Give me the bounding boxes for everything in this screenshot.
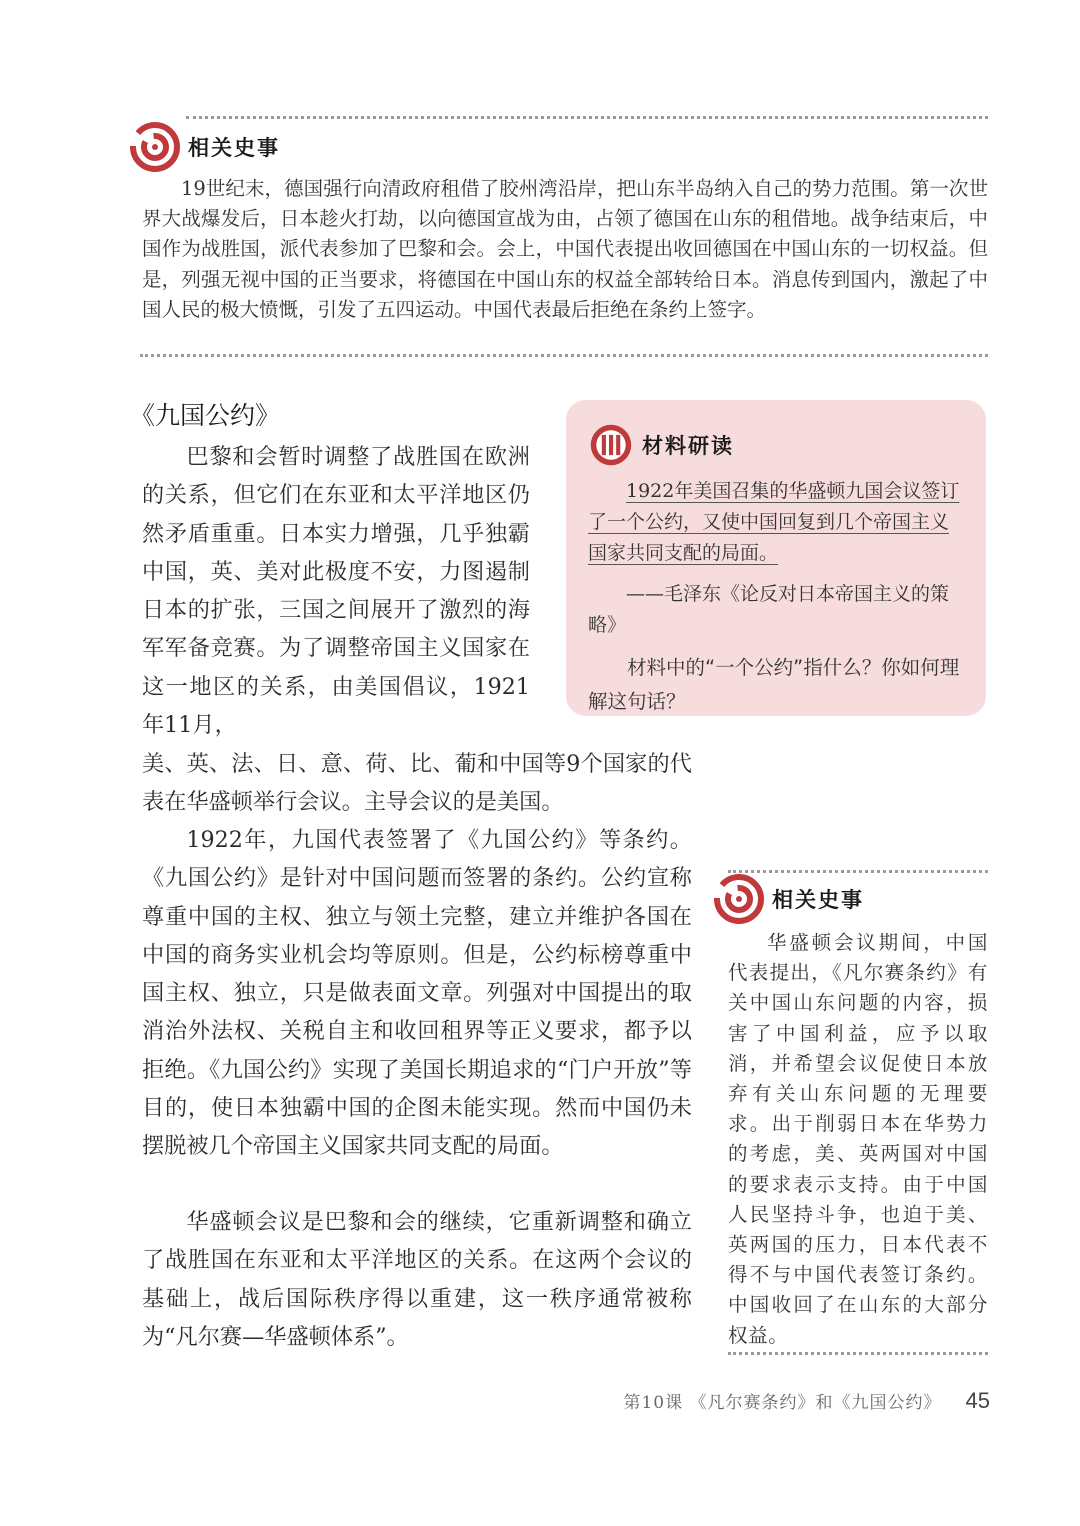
body-paragraph-1-continued: 美、英、法、日、意、荷、比、葡和中国等9个国家的代表在华盛顿举行会议。主导会议的是美国。 — [142, 751, 692, 816]
related-history-side-header — [714, 874, 988, 924]
material-reading-box — [566, 400, 986, 716]
related-history-side-text: 华盛顿会议期间，中国代表提出，《凡尔赛条约》有关中国山东问题的内容，损害了中国利益，应予以取消，并希望会议促使日本放弃有关山东问题的无理要求。出于削弱日本在华势力的考虑，美、英两国对中国的要求表示支持。由于中国人民坚持斗争，也迫于美、英两国的压力，日本代表不得不与中国代表签订条约。中国收回了在山东的大部分权益。 — [728, 931, 988, 1347]
swirl-icon — [714, 874, 764, 924]
divider-middle — [140, 354, 988, 357]
material-quote: 1922年美国召集的华盛顿九国会议签订了一个公约，又使中国回复到几个帝国主义国家共同支配的局面。 — [588, 480, 960, 564]
page-number: 45 — [965, 1388, 990, 1413]
page-footer — [600, 1388, 990, 1414]
body-paragraph-2: 1922年，九国代表签署了《九国公约》等条约。《九国公约》是针对中国问题而签署的条约。公约宣称尊重中国的主权、独立与领土完整，建立并维护各国在中国的商务实业机会均等原则。但是，公约标榜尊重中国主权、独立，只是做表面文章。列强对中国提出的取消治外法权、关税自主和收回租界等正义要求，都予以拒绝。《九国公约》实现了美国长期追求的“门户开放”等目的，使日本独霸中国的企图未能实现。然而中国仍未摆脱被几个帝国主义国家共同支配的局面。 — [142, 827, 692, 1160]
related-history-box-side — [714, 874, 988, 1351]
section-title: 《九国公约》 — [130, 401, 281, 430]
footer-lesson-title: 第10课 《凡尔赛条约》和《九国公约》 — [623, 1393, 942, 1413]
swirl-icon — [130, 122, 180, 172]
related-history-text: 19世纪末，德国强行向清政府租借了胶州湾沿岸，把山东半岛纳入自己的势力范围。第一次世界大战爆发后，日本趁火打劫，以向德国宣战为由，占领了德国在山东的租借地。战争结束后，中国作为战胜国，派代表参加了巴黎和会。会上，中国代表提出收回德国在中国山东的一切权益。但是，列强无视中国的正当要求，将德国在中国山东的权益全部转给日本。消息传到国内，激起了中国人民的极大愤慨，引发了五四运动。中国代表最后拒绝在条约上签字。 — [142, 177, 988, 321]
reading-icon — [588, 422, 634, 468]
divider-side-bottom — [728, 1352, 988, 1355]
material-reading-title: 材料研读 — [642, 434, 734, 458]
divider-top — [186, 116, 988, 119]
body-paragraph-1: 巴黎和会暂时调整了战胜国在欧洲的关系，但它们在东亚和太平洋地区仍然矛盾重重。日本实力增强，几乎独霸中国，英、美对此极度不安，力图遏制日本的扩张，三国之间展开了激烈的海军军备竞赛。为了调整帝国主义国家在这一地区的关系，由美国倡议，1921年11月， — [142, 444, 530, 739]
material-question: 材料中的“一个公约”指什么？你如何理解这句话？ — [588, 656, 960, 713]
related-history-title: 相关史事 — [188, 136, 280, 160]
divider-side-top — [728, 870, 988, 873]
material-reading-header — [588, 422, 964, 468]
related-history-header — [130, 122, 988, 172]
material-source: ——毛泽东《论反对日本帝国主义的策略》 — [588, 583, 950, 636]
body-paragraph-3: 华盛顿会议是巴黎和会的继续，它重新调整和确立了战胜国在东亚和太平洋地区的关系。在这两个会议的基础上，战后国际秩序得以重建，这一秩序通常被称为“凡尔赛—华盛顿体系”。 — [142, 1209, 692, 1350]
related-history-side-title: 相关史事 — [772, 888, 864, 912]
related-history-box-top — [130, 122, 988, 325]
